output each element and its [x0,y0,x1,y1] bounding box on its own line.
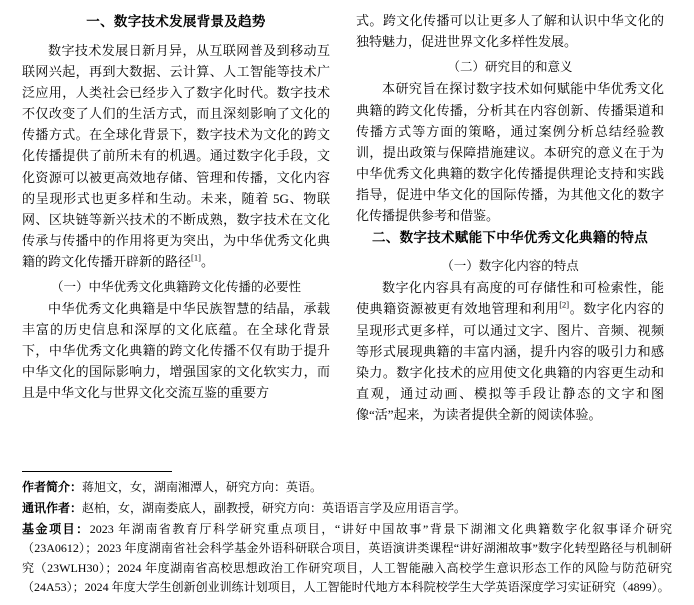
left-column [22,10,330,480]
left-paragraph-1-text: 数字技术发展日新月异，从互联网普及到移动互联网兴起，再到大数据、云计算、人工智能等技术广泛应用，人类社会已经步入了数字化时代。数字技术不仅改变了人们的生活方式，而且深刻影响了文化的传播方式。在全球化背景下，数字技术为文化的跨文化传播提供了前所未有的机遇。通过数字化手段，文化资源可以被更高效地存储、管理和传播，文化内容的呈现形式也更多样和生动。未来，随着 5G、物联网、区块链等新兴技术的不断成熟，数字技术在文化传承与传播中的作用将更为突出，为中华优秀文化典籍的跨文化传播开辟新的路径 [22,43,330,269]
footnote-correspondence-label: 通讯作者： [22,501,83,516]
footnote-funding-label: 基金项目： [22,522,90,537]
right-paragraph-3-cont: 。数字化内容的呈现形式更多样，可以通过文字、图片、音频、视频等形式展现典籍的丰富内涵，提升内容的吸引力和感染力。数字化技术的应用使文化典籍的内容更生动和直观，通过动画、模拟等手段让静态的文字和图像“活”起来，为读者提供全新的阅读体验。 [356,301,664,422]
right-paragraph-1: 式。跨文化传播可以让更多人了解和认识中华文化的独特魅力，促进世界文化多样性发展。 [356,13,664,50]
subsection-heading-1: （一）中华优秀文化典籍跨文化传播的必要性 [50,278,301,294]
footnote-correspondence-text: 赵柏，女，湖南娄底人，副教授，研究方向：英语语言学及应用语言学。 [82,501,467,516]
footnote-funding [22,520,672,597]
footnote-author-bio-label: 作者简介： [22,479,83,494]
reference-marker-2: [2] [559,300,570,311]
footnote-funding-text: 2023 年湖南省教育厅科学研究重点项目，“讲好中国故事”背景下湖湘文化典籍数字化叙事译介研究（23A0612）；2023 年度湖南省社会科学基金外语科研联合项目，英语演讲类课程“讲好湖湘故事”数字化转型路径与机制研究（23WLH30）；2024 年度湖南省高校思想政治工作研究项目，人工智能融入高校学生意识形态工作的风险与防范研究（24A53）；2024 年度大学生创新创业训练计划项目，人工智能时代地方本科院校学生大学英语深度学习实证研究（4899）。 [22,522,672,594]
footnote-divider [22,471,172,472]
left-paragraph-1-end: 。 [200,253,214,269]
two-column-layout [22,10,672,480]
footnote-correspondence [22,499,672,518]
subsection-heading-3: （一）数字化内容的特点 [441,258,579,274]
section-heading-2: 二、数字技术赋能下中华优秀文化典籍的特点 [372,229,648,246]
footnote-area [22,461,672,599]
right-paragraph-3-text: 数字化内容具有高度的可存储性和可检索性，能使典籍资源被更有效地管理和利用 [356,280,664,317]
reference-marker-1: [1] [191,252,201,263]
footnote-list [22,478,672,597]
right-paragraph-2: 本研究旨在探讨数字技术如何赋能中华优秀文化典籍的跨文化传播，分析其在内容创新、传播渠道和传播方式等方面的策略，通过案例分析总结经验教训，提出政策与保障措施建议。本研究的意义在于为中华优秀文化典籍的数字化传播提供理论支持和实践指导，促进中华文化的国际传播，为其他文化的数字化传播提供参考和借鉴。 [356,81,664,223]
left-paragraph-1 [22,40,330,272]
section-heading-1: 一、数字技术发展背景及趋势 [86,14,266,30]
footnote-author-bio-text: 蒋旭文，女，湖南湘潭人，研究方向：英语。 [82,479,323,494]
left-paragraph-2: 中华优秀文化典籍是中华民族智慧的结晶，承载丰富的历史信息和深厚的文化底蕴。在全球化背景下，中华优秀文化典籍的跨文化传播不仅有助于提升中华文化的国际影响力，增强国家的文化软实力，而且是中华文化与世界文化交流互鉴的重要方 [22,301,330,401]
subsection-heading-2: （二）研究目的和意义 [447,59,573,75]
right-paragraph-3 [356,277,664,424]
footnote-author-bio [22,478,672,497]
right-column [356,10,664,480]
